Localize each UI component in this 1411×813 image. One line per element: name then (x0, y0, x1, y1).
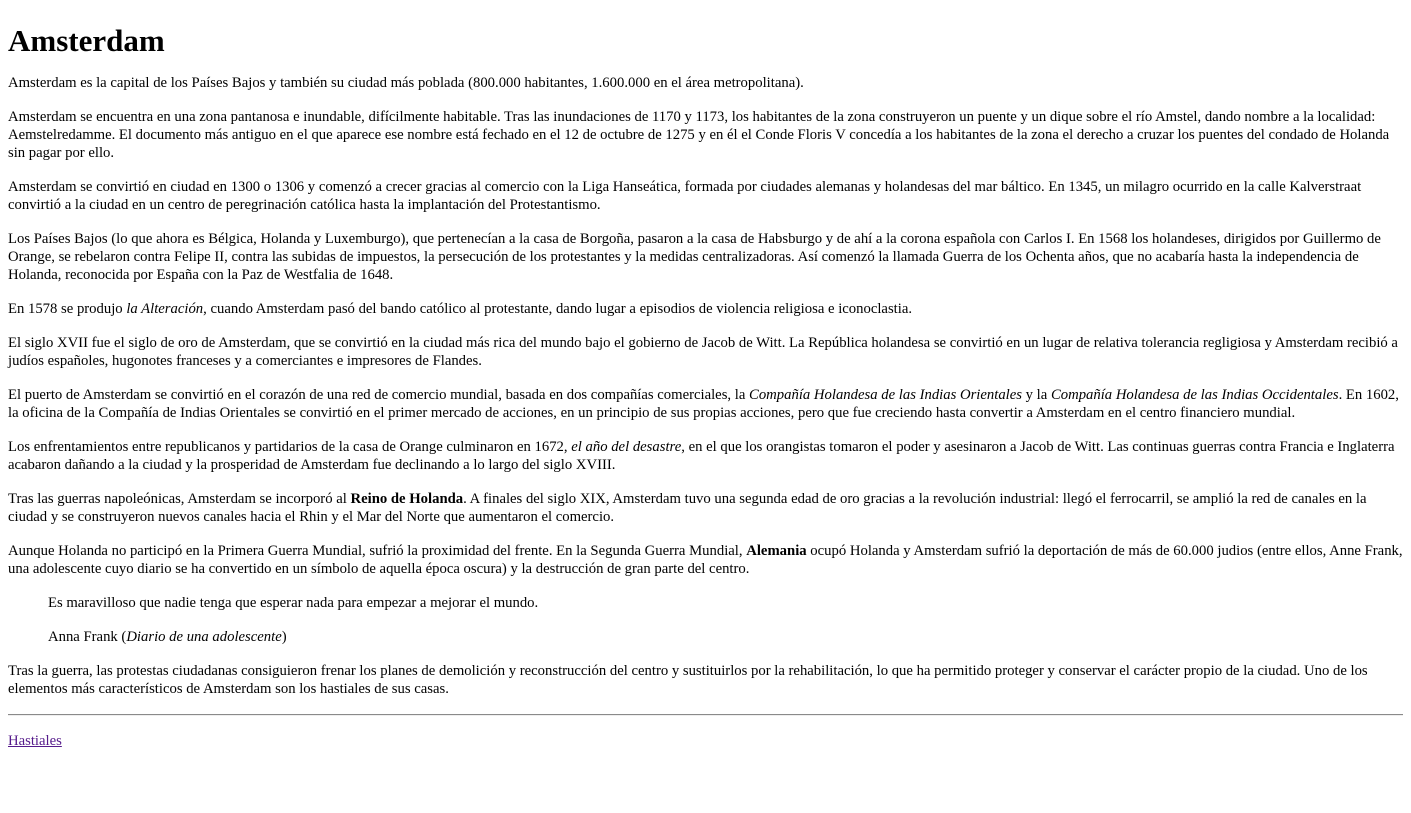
postwar-paragraph: Tras la guerra, las protestas ciudadanas consiguieron frenar los planes de demolición y reconstrucción del centro y sustituirlos por la rehabilitación, lo que ha permitido proteger y conservar el carácter propio de la ciudad. Uno de los elementos más característicos de Amsterdam son los hastiales de sus casas. (8, 663, 1368, 697)
trade-paragraph (8, 386, 1403, 422)
world-wars-paragraph (8, 542, 1403, 578)
alteration-paragraph (8, 300, 1403, 318)
trade-text-b: y la (1021, 387, 1051, 403)
world-wars-text-a: Aunque Holanda no participó en la Primera Guerra Mundial, sufrió la proximidad del frente. En la Segunda Guerra Mundial, (8, 543, 747, 559)
napoleonic-text-a: Tras las guerras napoleónicas, Amsterdam se incorporó al (8, 491, 351, 507)
link-paragraph (8, 732, 1403, 750)
hastiales-link[interactable]: Hastiales (8, 733, 62, 749)
alteration-text-b: , cuando Amsterdam pasó del bando católico al protestante, dando lugar a episodios de violencia religiosa e iconoclastia. (203, 301, 913, 317)
quote-source: Diario de una adolescente (126, 629, 282, 645)
napoleonic-paragraph (8, 490, 1403, 526)
page-title: Amsterdam (8, 23, 165, 58)
alteration-emphasis: la Alteración (126, 301, 204, 317)
world-wars-text-b: ocupó Holanda y Amsterdam sufrió la deportación de más de 60.000 judios (entre ellos, Anne Frank, una adolescente cuyo diario se ha convertido en un símbolo de aquella época oscura) y la destrucción de gran parte del centro. (8, 543, 1403, 577)
disaster-text-a: Los enfrentamientos entre republicanos y partidarios de la casa de Orange culminaron en 1672, (8, 439, 572, 455)
germany-strong: Alemania (746, 543, 807, 559)
kingdom-of-holland: Reino de Holanda (350, 491, 464, 507)
west-india-company: Compañía Holandesa de las Indias Occidentales (1050, 387, 1339, 403)
alteration-text-a: En 1578 se produjo (8, 301, 127, 317)
disaster-text-b: , en el que los orangistas tomaron el poder y asesinaron a Jacob de Witt. Las continuas guerras contra Francia e Inglaterra acabaron dañando a la ciudad y la prosperidad de Amsterdam fue declinando a lo largo del siglo XVIII. (8, 439, 1395, 473)
hanseatic-paragraph: Amsterdam se convirtió en ciudad en 1300 o 1306 y comenzó a crecer gracias al comercio con la Liga Hanseática, formada por ciudades alemanas y holandesas del mar báltico. En 1345, un milagro ocurrido en la calle Kalverstraat convirtió a la ciudad en un centro de peregrinación católica hasta la implantación del Protestantismo. (8, 179, 1362, 213)
east-india-company: Compañía Holandesa de las Indias Orientales (749, 387, 1022, 403)
habsburg-paragraph: Los Países Bajos (lo que ahora es Bélgica, Holanda y Luxemburgo), que pertenecían a la casa de Borgoña, pasaron a la casa de Habsburgo y de ahí a la corona española con Carlos I. En 1568 los holandeses, dirigidos por Guillermo de Orange, se rebelaron contra Felipe II, contra las subidas de impuestos, la persecución de los protestantes y la medidas centralizadoras. Así comenzó la llamada Guerra de los Ochenta años, que no acabaría hasta la independencia de Holanda, reconocida por España con la Paz de Westfalia de 1648. (8, 231, 1381, 283)
quote-author-b: ) (281, 629, 287, 645)
intro-paragraph: Amsterdam es la capital de los Países Bajos y también su ciudad más poblada (800.000 habitantes, 1.600.000 en el área metropolitana). (8, 75, 804, 91)
disaster-emphasis: el año del desastre (571, 439, 682, 455)
disaster-year-paragraph (8, 438, 1403, 474)
napoleonic-text-b: . A finales del siglo XIX, Amsterdam tuvo una segunda edad de oro gracias a la revolución industrial: llegó el ferrocarril, se amplió la red de canales en la ciudad y se construyeron nuevos canales hacia el Rhin y el Mar del Norte que aumentaron el comercio. (8, 491, 1367, 525)
anne-frank-quote (48, 594, 1403, 646)
origins-paragraph: Amsterdam se encuentra en una zona pantanosa e inundable, difícilmente habitable. Tras las inundaciones de 1170 y 1173, los habitantes de la zona construyeron un puente y un dique sobre el río Amstel, dando nombre a la localidad: Aemstelredamme. El documento más antiguo en el que aparece ese nombre está fechado en el 12 de octubre de 1275 y en él el Conde Floris V concedía a los habitantes de la zona el derecho a cruzar los puentes del condado de Holanda sin pagar por ello. (8, 109, 1390, 161)
quote-text: Es maravilloso que nadie tenga que esperar nada para empezar a mejorar el mundo. (48, 595, 539, 611)
trade-text-c: . En 1602, la oficina de la Compañía de Indias Orientales se convirtió en el primer mercado de acciones, en un principio de sus propias acciones, pero que fue creciendo hasta convertir a Amsterdam en el centro financiero mundial. (8, 387, 1399, 421)
quote-author-a: Anna Frank ( (48, 629, 127, 645)
golden-age-paragraph: El siglo XVII fue el siglo de oro de Amsterdam, que se convirtió en la ciudad más rica del mundo bajo el gobierno de Jacob de Witt. La República holandesa se convirtió en un lugar de relativa tolerancia regligiosa y Amsterdam recibió a judíos españoles, hugonotes franceses y a comerciantes e impresores de Flandes. (8, 335, 1398, 369)
quote-author (48, 628, 1403, 646)
trade-text-a: El puerto de Amsterdam se convirtió en el corazón de una red de comercio mundial, basada en dos compañías comerciales, la (8, 387, 750, 403)
divider (8, 714, 1403, 716)
